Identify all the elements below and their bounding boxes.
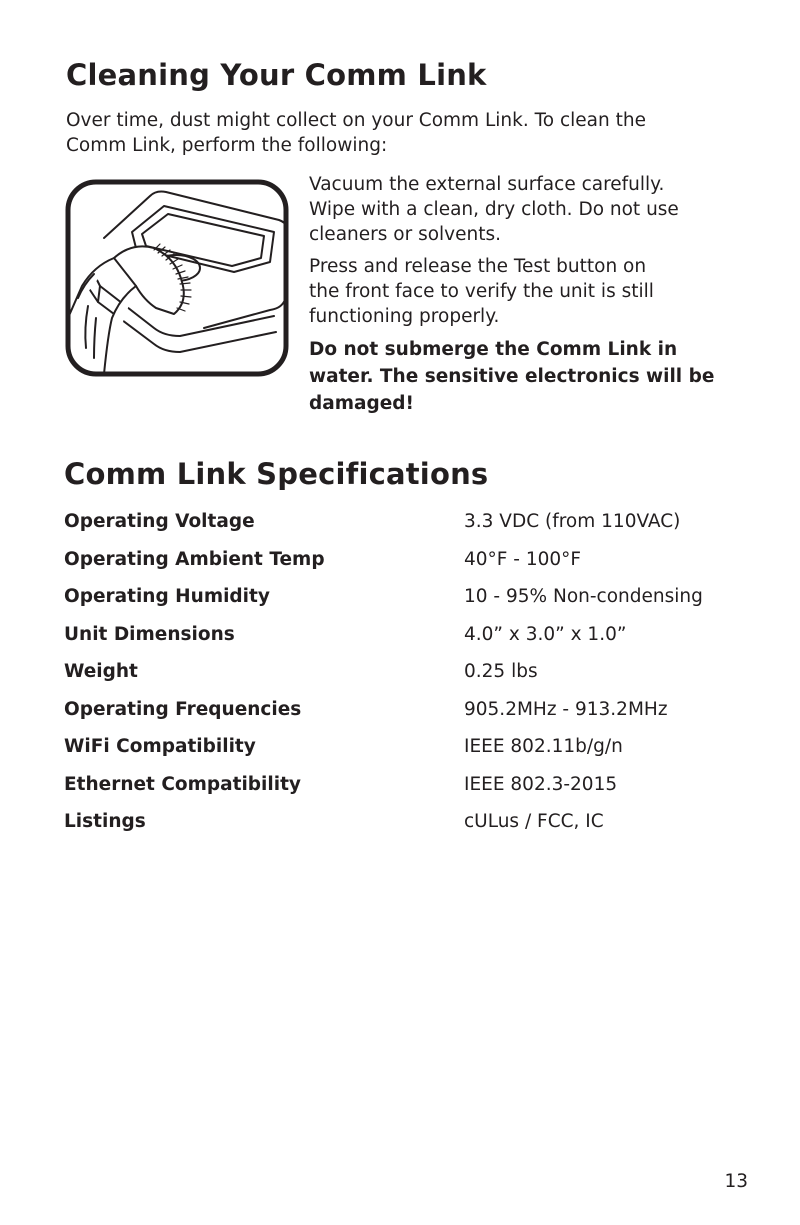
spec-row: [64, 699, 754, 737]
spec-row: [64, 811, 754, 849]
spec-row: [64, 736, 754, 774]
section-title-specifications: Comm Link Specifications: [64, 457, 489, 491]
spec-row: [64, 511, 754, 549]
step-line: Press and release the Test button on: [309, 256, 647, 277]
vacuum-cleaning-device-illustration: [64, 178, 290, 378]
cleaning-steps: [309, 172, 739, 424]
spec-label: Weight: [64, 661, 138, 682]
spec-value: cULus / FCC, IC: [464, 811, 604, 832]
step-line: functioning properly.: [309, 306, 500, 327]
step-line: cleaners or solvents.: [309, 224, 501, 245]
warning-no-submerge: [309, 336, 739, 417]
spec-value: 10 - 95% Non-condensing: [464, 586, 703, 607]
spec-row: [64, 774, 754, 812]
spec-value: IEEE 802.11b/g/n: [464, 736, 623, 757]
spec-label: Operating Humidity: [64, 586, 270, 607]
warning-line: water. The sensitive electronics will be: [309, 366, 715, 387]
spec-row: [64, 661, 754, 699]
spec-value: 40°F - 100°F: [464, 548, 582, 570]
spec-value: 3.3 VDC (from 110VAC): [464, 511, 681, 532]
warning-line: damaged!: [309, 393, 414, 414]
step-line: the front face to verify the unit is still: [309, 281, 654, 302]
spec-row: [64, 549, 754, 587]
spec-value: 4.0” x 3.0” x 1.0”: [464, 623, 627, 645]
step-test-button: [309, 254, 739, 329]
spec-value: IEEE 802.3-2015: [464, 773, 618, 795]
step-line: Vacuum the external surface carefully.: [309, 174, 665, 195]
spec-label: Operating Voltage: [64, 511, 255, 532]
specifications-table: [64, 511, 754, 849]
page-number: 13: [724, 1171, 748, 1192]
spec-label: WiFi Compatibility: [64, 736, 256, 757]
section-title-cleaning: Cleaning Your Comm Link: [66, 58, 487, 92]
spec-label: Listings: [64, 811, 146, 832]
spec-row: [64, 586, 754, 624]
step-vacuum: [309, 172, 739, 247]
spec-row: [64, 624, 754, 662]
spec-label: Operating Ambient Temp: [64, 548, 325, 570]
spec-label: Ethernet Compatibility: [64, 773, 301, 795]
spec-value: 905.2MHz - 913.2MHz: [464, 698, 668, 720]
intro-line: Over time, dust might collect on your Comm Link. To clean the: [66, 110, 646, 131]
spec-value: 0.25 lbs: [464, 661, 538, 682]
spec-label: Operating Frequencies: [64, 698, 302, 720]
intro-line: Comm Link, perform the following:: [66, 135, 388, 156]
step-line: Wipe with a clean, dry cloth. Do not use: [309, 199, 679, 220]
spec-label: Unit Dimensions: [64, 623, 235, 645]
cleaning-intro: [66, 108, 746, 158]
warning-line: Do not submerge the Comm Link in: [309, 339, 678, 360]
